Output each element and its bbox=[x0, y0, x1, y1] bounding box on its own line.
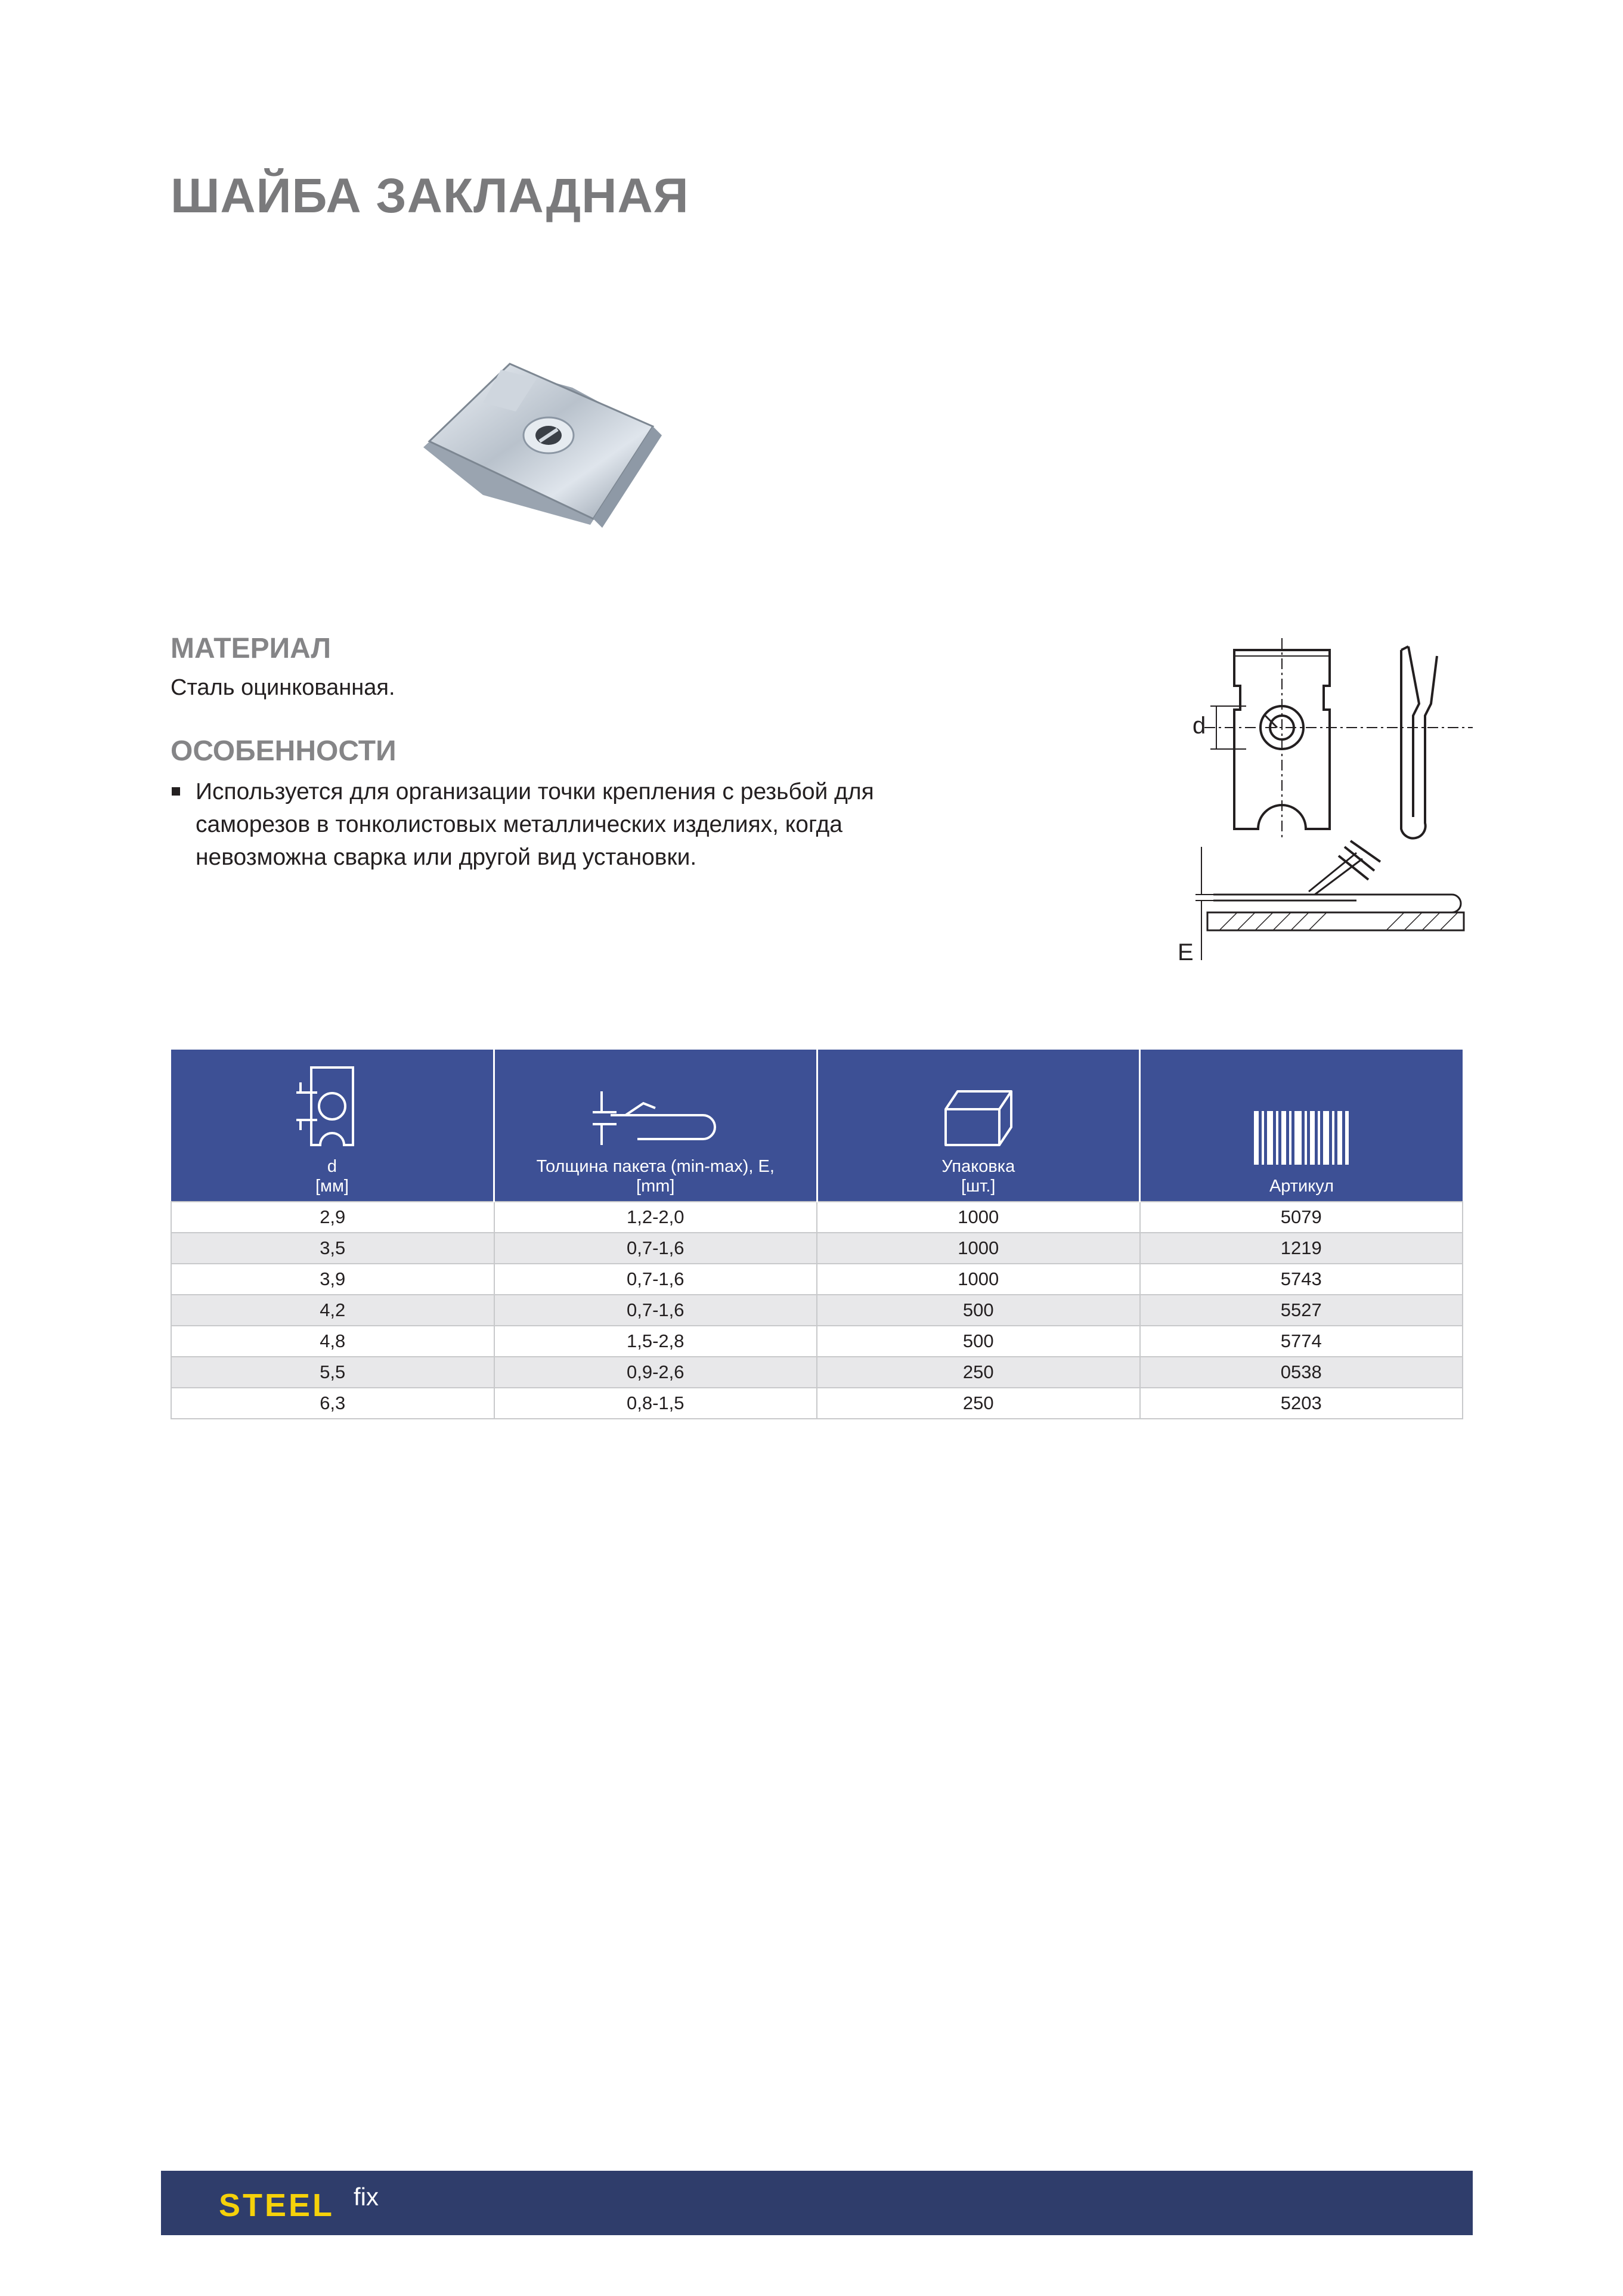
cell-thickness: 0,8-1,5 bbox=[494, 1388, 817, 1419]
page-title: ШАЙБА ЗАКЛАДНАЯ bbox=[171, 169, 689, 223]
cell-thickness: 1,5-2,8 bbox=[494, 1326, 817, 1357]
box-icon bbox=[934, 1079, 1023, 1151]
spec-table bbox=[171, 1050, 1463, 1419]
logo-text-main: STEEL bbox=[219, 2187, 335, 2223]
column-header-package-line2: [шт.] bbox=[961, 1177, 996, 1196]
table-row bbox=[171, 1202, 1463, 1233]
steelfix-logo bbox=[218, 2181, 397, 2223]
table-row bbox=[171, 1388, 1463, 1419]
barcode-icon bbox=[1251, 1105, 1352, 1171]
column-header-article bbox=[1140, 1050, 1463, 1202]
cell-thickness: 0,7-1,6 bbox=[494, 1233, 817, 1264]
cell-package: 250 bbox=[817, 1388, 1140, 1419]
cell-d: 3,9 bbox=[171, 1264, 494, 1295]
cell-d: 2,9 bbox=[171, 1202, 494, 1233]
table-header-row bbox=[171, 1050, 1463, 1202]
cell-package: 1000 bbox=[817, 1202, 1140, 1233]
table-row bbox=[171, 1326, 1463, 1357]
spec-table-wrap bbox=[171, 1050, 1463, 1419]
cell-article: 5743 bbox=[1140, 1264, 1463, 1295]
cell-thickness: 1,2-2,0 bbox=[494, 1202, 817, 1233]
table-row bbox=[171, 1264, 1463, 1295]
column-header-d bbox=[171, 1050, 494, 1202]
cell-package: 500 bbox=[817, 1326, 1140, 1357]
drawing-label-e: E bbox=[1178, 939, 1194, 966]
column-header-d-line1: d bbox=[327, 1157, 337, 1176]
material-heading: МАТЕРИАЛ bbox=[171, 633, 332, 664]
cell-package: 1000 bbox=[817, 1264, 1140, 1295]
cell-thickness: 0,7-1,6 bbox=[494, 1264, 817, 1295]
cell-d: 5,5 bbox=[171, 1357, 494, 1388]
cell-d: 6,3 bbox=[171, 1388, 494, 1419]
cell-article: 0538 bbox=[1140, 1357, 1463, 1388]
cell-article: 1219 bbox=[1140, 1233, 1463, 1264]
technical-drawing-front bbox=[1187, 638, 1485, 841]
logo-text-suffix: fix bbox=[354, 2183, 379, 2211]
technical-drawing-section bbox=[1178, 835, 1476, 972]
cell-article: 5079 bbox=[1140, 1202, 1463, 1233]
column-header-thickness-line2: [mm] bbox=[636, 1177, 675, 1196]
material-text: Сталь оцинкованная. bbox=[171, 675, 395, 700]
table-row bbox=[171, 1357, 1463, 1388]
column-header-package bbox=[817, 1050, 1140, 1202]
drawing-label-d: d bbox=[1193, 713, 1206, 739]
cell-thickness: 0,7-1,6 bbox=[494, 1295, 817, 1326]
cell-thickness: 0,9-2,6 bbox=[494, 1357, 817, 1388]
cell-article: 5774 bbox=[1140, 1326, 1463, 1357]
cell-d: 3,5 bbox=[171, 1233, 494, 1264]
table-row bbox=[171, 1233, 1463, 1264]
cell-article: 5203 bbox=[1140, 1388, 1463, 1419]
column-header-d-line2: [мм] bbox=[315, 1177, 349, 1196]
column-header-package-line1: Упаковка bbox=[941, 1157, 1015, 1176]
cell-d: 4,2 bbox=[171, 1295, 494, 1326]
cell-package: 1000 bbox=[817, 1233, 1140, 1264]
washer-diameter-icon bbox=[287, 1062, 377, 1151]
column-header-thickness bbox=[494, 1050, 817, 1202]
package-thickness-icon bbox=[590, 1085, 721, 1151]
features-heading: ОСОБЕННОСТИ bbox=[171, 735, 397, 767]
cell-package: 500 bbox=[817, 1295, 1140, 1326]
product-photo bbox=[411, 346, 698, 543]
column-header-article-line1: Артикул bbox=[1269, 1177, 1334, 1196]
table-row bbox=[171, 1295, 1463, 1326]
cell-package: 250 bbox=[817, 1357, 1140, 1388]
features-list bbox=[171, 775, 874, 874]
cell-article: 5527 bbox=[1140, 1295, 1463, 1326]
feature-item: Используется для организации точки крепления с резьбой для саморезов в тонколистовых металлических изделиях, когда невозможна сварка или другой вид установки. bbox=[171, 775, 874, 874]
column-header-thickness-line1: Толщина пакета (min-max), E, bbox=[536, 1157, 775, 1176]
cell-d: 4,8 bbox=[171, 1326, 494, 1357]
